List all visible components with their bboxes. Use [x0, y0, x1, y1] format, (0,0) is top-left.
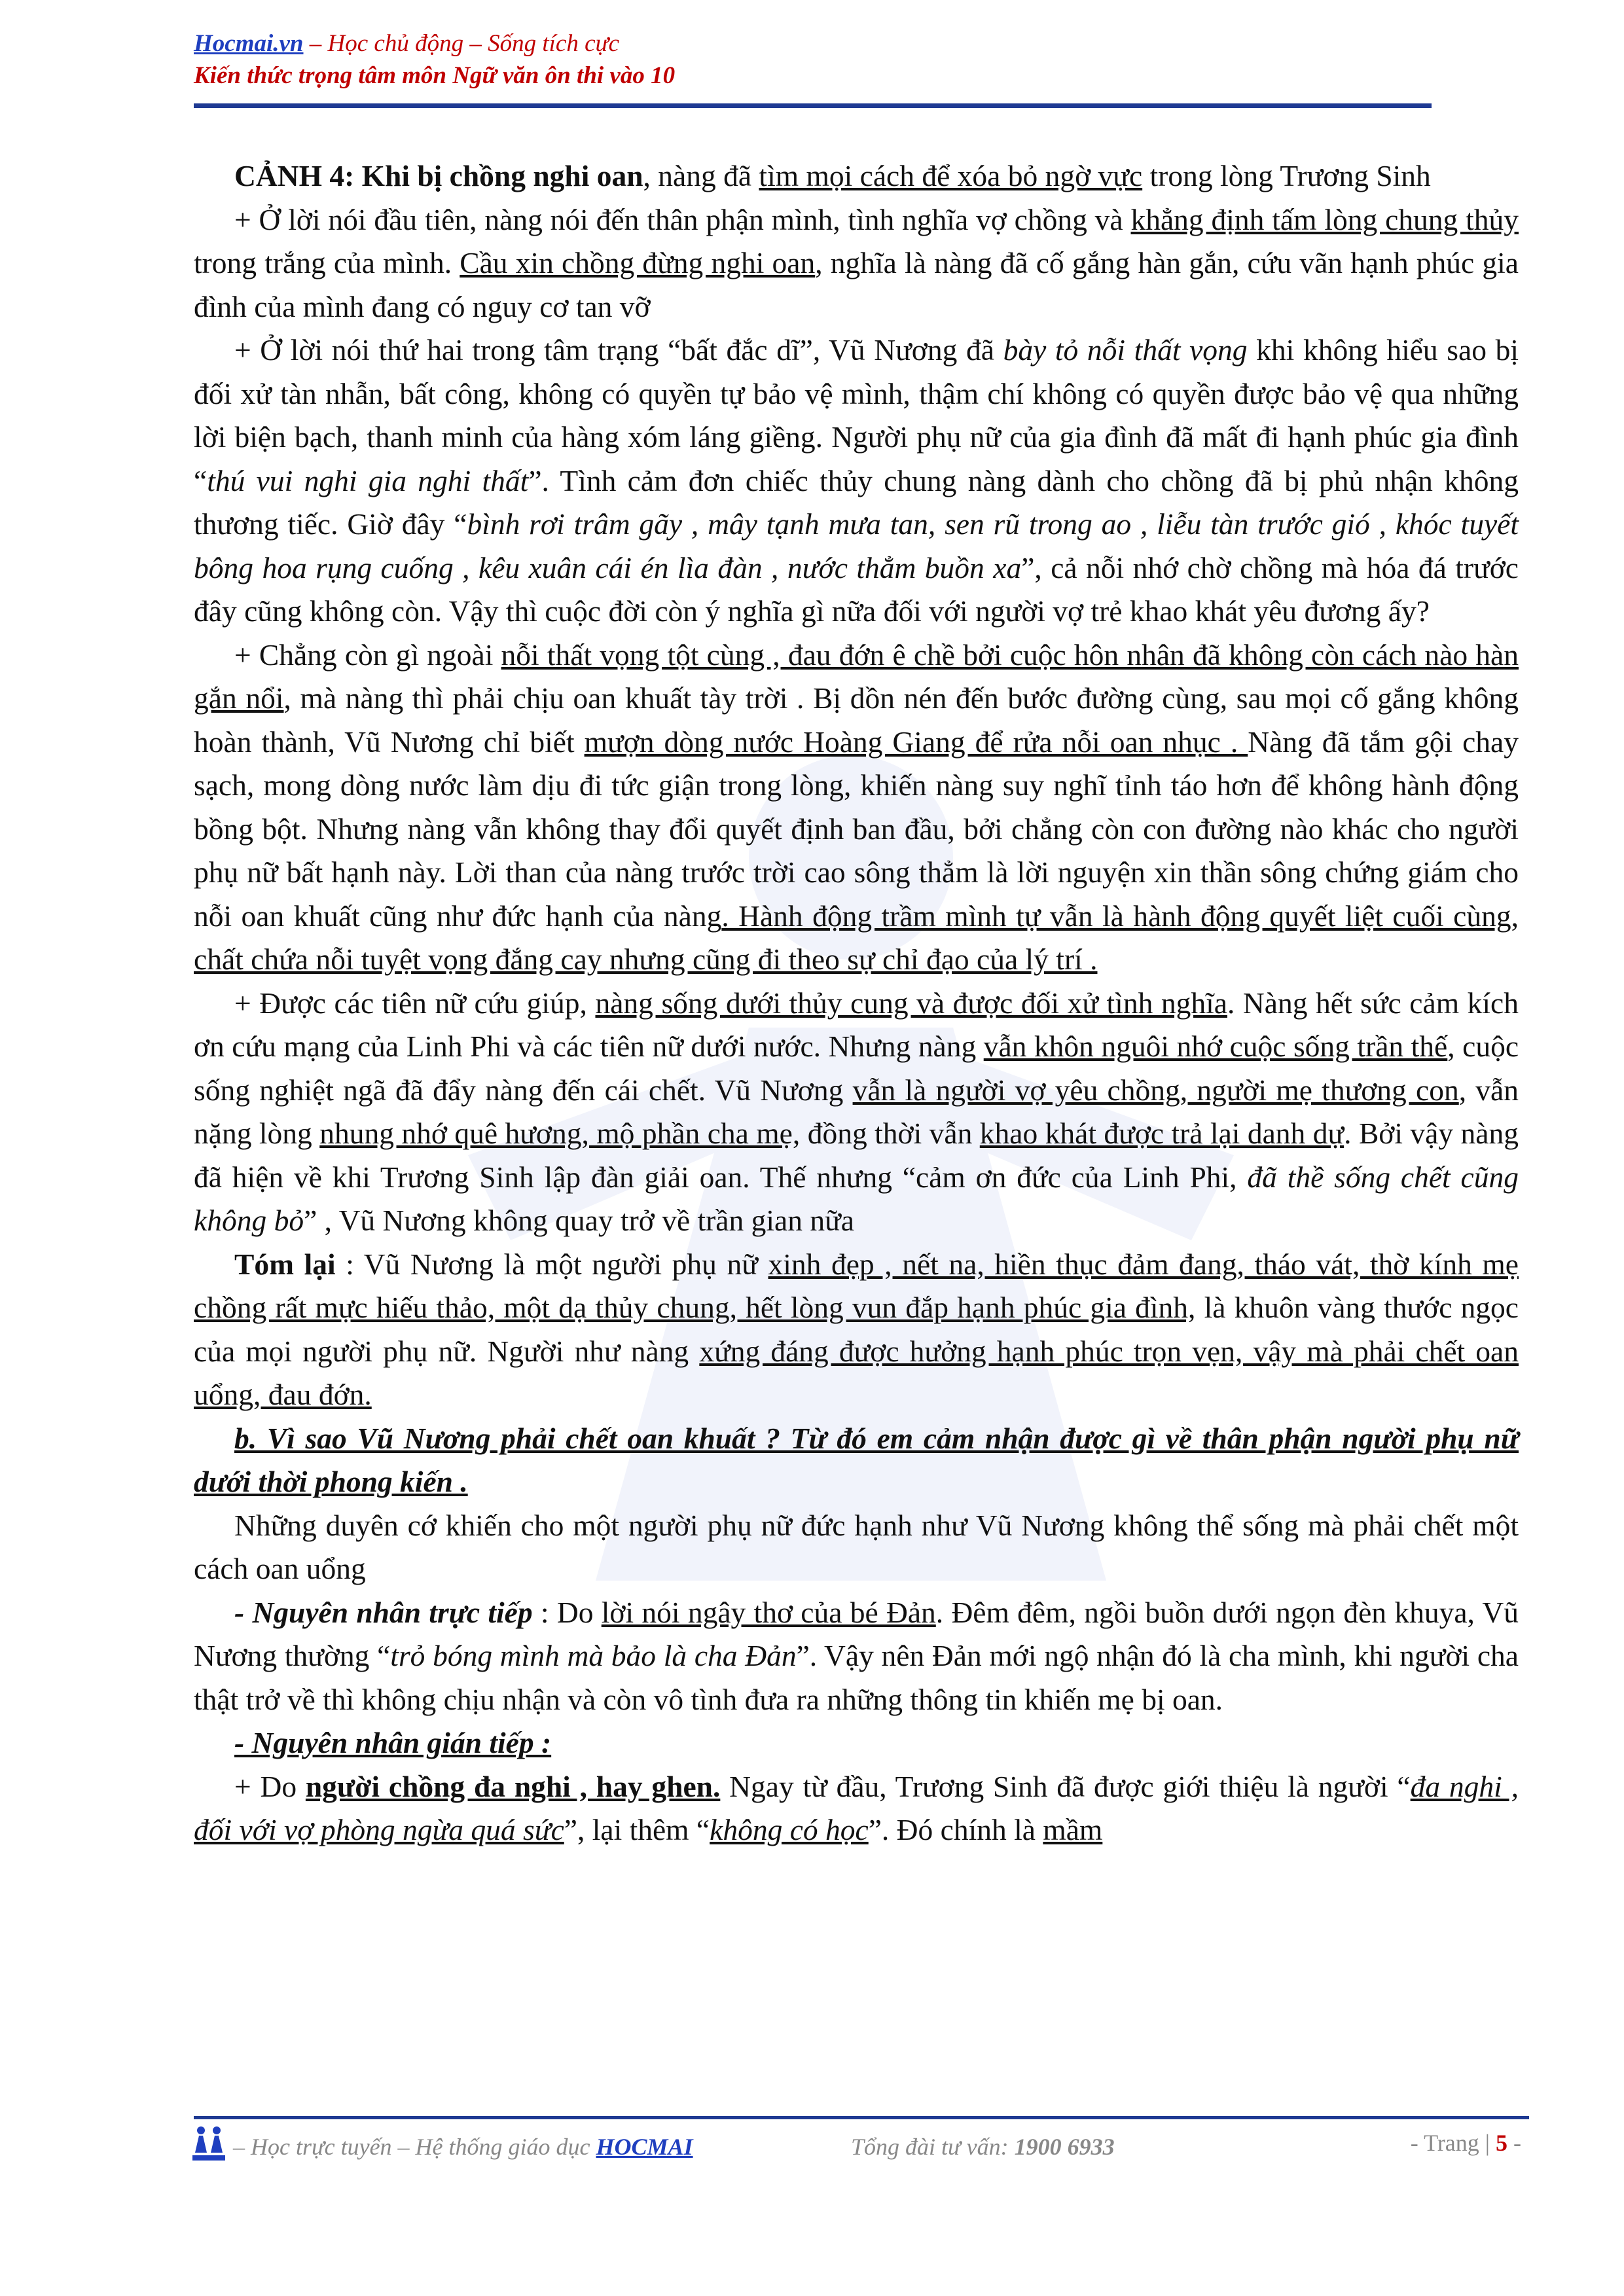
italic-phrase: bày tỏ nỗi thất vọng: [1003, 333, 1248, 367]
summary-label: Tóm lại: [234, 1247, 336, 1281]
footer-divider: [194, 2116, 1529, 2119]
text-run: ” , Vũ Nương không quay trở về trần gian nữa: [304, 1204, 854, 1237]
text-run: trong trắng của mình.: [194, 246, 460, 279]
page-num: 5: [1496, 2130, 1507, 2156]
hocmai-link[interactable]: HOCMAI: [596, 2134, 693, 2160]
indirect-cause-heading: - Nguyên nhân gián tiếp :: [234, 1726, 552, 1759]
hocmai-logo-icon: [190, 2124, 228, 2164]
footer-hotline: [851, 2133, 1115, 2161]
document-body: [194, 154, 1519, 1852]
footer-tagline: [233, 2133, 693, 2161]
bold-underlined-phrase: người chồng đa nghi , hay ghen.: [305, 1769, 721, 1803]
text-run: ”. Vậy nên Đản mới ngộ nhận đó là cha mình, khi người cha thật trở về thì không chịu nhận và còn vô tình đưa ra những thông tin khiến mẹ bị oan.: [194, 1639, 1519, 1716]
underlined-phrase: . Hành động trầm mình tự vẫn là hành động quyết liệt cuối cùng: [721, 899, 1511, 933]
text-run: : Vũ Nương là một người phụ nữ: [335, 1247, 768, 1281]
paragraph-canh-4: [194, 154, 1519, 198]
paragraph-despair: [194, 634, 1519, 982]
text-run: đồng thời vẫn: [800, 1117, 980, 1150]
paragraph-second-speech: [194, 329, 1519, 634]
text-run: + Chẳng còn gì ngoài: [234, 637, 501, 672]
italic-phrase: thú vui nghi gia nghi thất: [207, 463, 529, 497]
paragraph-first-speech: [194, 198, 1519, 329]
paragraph-direct-cause: [194, 1591, 1519, 1722]
header-subtitle: Kiến thức trọng tâm môn Ngữ văn ôn thi vào 10: [194, 62, 676, 89]
underlined-phrase: khao khát được trả lại danh dự: [979, 1117, 1344, 1150]
text-run: ,: [1511, 899, 1519, 933]
text-run: khi không hiểu sao bị đối xử tàn nhẫn, bất công, không có quyền tự bảo vệ mình, thậm chí không có quyền được bảo vệ qua những lời biện bạch, thanh minh của hàng xóm láng giềng. Người phụ nữ của gia đình đã mất đi hạnh phúc gia đình “: [194, 333, 1519, 497]
hotline-label: Tổng đài tư vấn:: [851, 2134, 1015, 2160]
underlined-phrase: lời nói ngây thơ của bé Đản: [601, 1595, 936, 1629]
underlined-phrase: vẫn là người vợ yêu chồng, người mẹ thương con: [852, 1073, 1459, 1107]
text-run: + Do: [234, 1769, 306, 1803]
footer-text: – Học trực tuyến – Hệ thống giáo dục: [233, 2134, 596, 2160]
site-link[interactable]: Hocmai.vn: [194, 30, 304, 57]
text-run: ”. Đó chính là: [868, 1813, 1043, 1846]
page-header: [194, 27, 1437, 92]
text-run: . Bởi vậy nàng đã hiện về khi Trương Sinh lập đàn giải oan. Thế nhưng “cảm ơn đức của Linh Phi,: [194, 1117, 1519, 1194]
paragraph-intro-causes: Những duyên cớ khiến cho một người phụ nữ đức hạnh như Vũ Nương không thể sống mà phải chết một cách oan uổng: [194, 1508, 1519, 1585]
underlined-phrase: xứng đáng được hưởng hạnh phúc trọn vẹn, vậy mà phải chết oan uổng, đau đớn.: [194, 1334, 1519, 1411]
hotline-number: 1900 6933: [1014, 2134, 1115, 2160]
underlined-phrase: xinh đẹp , nết na, hiền thục đảm đang, tháo vát, thờ kính mẹ chồng rất mực hiếu thảo, một dạ thủy chung, hết lòng vun đắp hạnh phúc gia đình,: [194, 1247, 1519, 1324]
text-run: Nàng đã tắm gội chay sạch, mong dòng nước làm dịu đi tức giận trong lòng, khiến nàng suy nghĩ tỉnh táo hơn để không hành động bồng bột. Nhưng nàng vẫn không thay đổi quyết định ban đầu, bởi chẳng còn con đường nào khác cho người phụ nữ bất hạnh này. Lời than của nàng trước trời cao sông thẳm là lời nguyện xin thần sông chứng giám cho nỗi oan khuất cũng như đức hạnh của nàng: [194, 725, 1519, 933]
text-run: ”, cả nỗi nhớ chờ chồng mà hóa đá trước đây cũng không còn. Vậy thì cuộc đời còn ý nghĩa gì nữa đối với người vợ trẻ khao khát yêu đương ấy?: [194, 550, 1519, 628]
cause-label: - Nguyên nhân trực tiếp: [234, 1595, 533, 1629]
underlined-phrase: vẫn khôn nguôi nhớ cuộc sống trần thế: [983, 1030, 1448, 1063]
underlined-phrase: khẳng định tấm lòng chung thủy: [1130, 202, 1519, 236]
text-run: : Do: [532, 1595, 602, 1629]
text-run: , mà nàng thì phải chịu oan khuất tày trời . Bị dồn nén đến bước đường cùng, sau mọi cố gắng không hoàn thành, Vũ Nương chỉ biết: [194, 681, 1519, 759]
italic-quote: bình rơi trâm gãy , mây tạnh mưa tan, sen rũ trong ao , liễu tàn trước gió , khóc tuyết bông hoa rụng cuống , kêu xuân cái én lìa đàn , nước thẳm buồn xa: [194, 507, 1519, 584]
underlined-phrase: mượn dòng nước Hoàng Giang để rửa nỗi oan nhục .: [584, 725, 1248, 759]
text-run: , nghĩa là nàng đã cố gắng hàn gắn, cứu vãn hạnh phúc gia đình của mình đang có nguy cơ tan vỡ: [194, 246, 1519, 323]
page-number: [1411, 2129, 1521, 2157]
scene-title: Khi bị chồng nghi oan: [361, 159, 643, 192]
header-divider: [194, 103, 1432, 108]
page-end: -: [1507, 2130, 1521, 2156]
header-slogan: – Học chủ động – Sống tích cực: [303, 30, 620, 57]
underlined-phrase: nhung nhớ quê hương, mộ phần cha mẹ,: [319, 1117, 801, 1150]
text-run: + Ở lời nói thứ hai trong tâm trạng “bất đắc dĩ”, Vũ Nương đã: [234, 333, 1003, 367]
text-run: là khuôn vàng thước ngọc của mọi người phụ nữ. Người như nàng: [194, 1291, 1519, 1368]
page-footer: [190, 2124, 1538, 2170]
underlined-phrase: mầm: [1043, 1813, 1103, 1846]
text-run: + Ở lời nói đầu tiên, nàng nói đến thân phận mình, tình nghĩa vợ chồng và: [234, 202, 1131, 236]
text-run: ”, lại thêm “: [564, 1813, 710, 1846]
italic-quote: không có học: [710, 1813, 869, 1846]
underlined-phrase: nàng sống dưới thủy cung và được đối xử tình nghĩa: [595, 986, 1227, 1020]
page-label: - Trang |: [1410, 2130, 1496, 2156]
text-run: + Được các tiên nữ cứu giúp,: [234, 986, 596, 1020]
paragraph-summary: [194, 1243, 1519, 1417]
text-run: ”. Tình cảm đơn chiếc thủy chung nàng dành cho chồng đã bị phủ nhận không thương tiếc. Giờ đây “: [194, 463, 1519, 541]
text-run: , cuộc sống nghiệt ngã đã đẩy nàng đến cái chết. Vũ Nương: [194, 1030, 1519, 1107]
underlined-phrase: nỗi thất vọng tột cùng , đau đớn ê chề bởi cuộc hôn nhân đã không còn cách nào hàn gắn nổi: [194, 637, 1519, 715]
text-run: . Đêm đêm, ngồi buồn dưới ngọn đèn khuya, Vũ Nương thường “: [194, 1595, 1519, 1672]
text-run: , nàng đã: [643, 159, 759, 192]
paragraph-underwater: [194, 982, 1519, 1243]
underlined-phrase: Cầu xin chồng đừng nghi oan: [460, 246, 816, 279]
text-run: Ngay từ đầu, Trương Sinh đã được giới thiệu là người “: [720, 1769, 1411, 1803]
text-run: trong lòng Trương Sinh: [1142, 159, 1431, 192]
underlined-phrase: chất chứa nỗi tuyệt vọng đắng cay nhưng cũng đi theo sự chỉ đạo của lý trí .: [194, 942, 1098, 976]
italic-quote: đa nghi , đối với vợ phòng ngừa quá sức: [194, 1769, 1519, 1846]
italic-quote: trỏ bóng mình mà bảo là cha Đản: [390, 1639, 797, 1672]
underlined-phrase: tìm mọi cách để xóa bỏ ngờ vực: [759, 159, 1143, 192]
italic-phrase: đã thề sống chết cũng không bỏ: [194, 1160, 1519, 1237]
section-heading-b: b. Vì sao Vũ Nương phải chết oan khuất ? Từ đó em cảm nhận được gì về thân phận người phụ nữ dưới thời phong kiến .: [194, 1421, 1519, 1498]
text-run: , vẫn nặng lòng: [194, 1073, 1519, 1150]
text-run: . Nàng hết sức cảm kích ơn cứu mạng của Linh Phi và các tiên nữ dưới nước. Nhưng nàng: [194, 986, 1519, 1063]
header-line-1: [194, 27, 1437, 60]
scene-label: CẢNH 4:: [234, 159, 362, 192]
paragraph-jealous-husband: [194, 1765, 1519, 1852]
